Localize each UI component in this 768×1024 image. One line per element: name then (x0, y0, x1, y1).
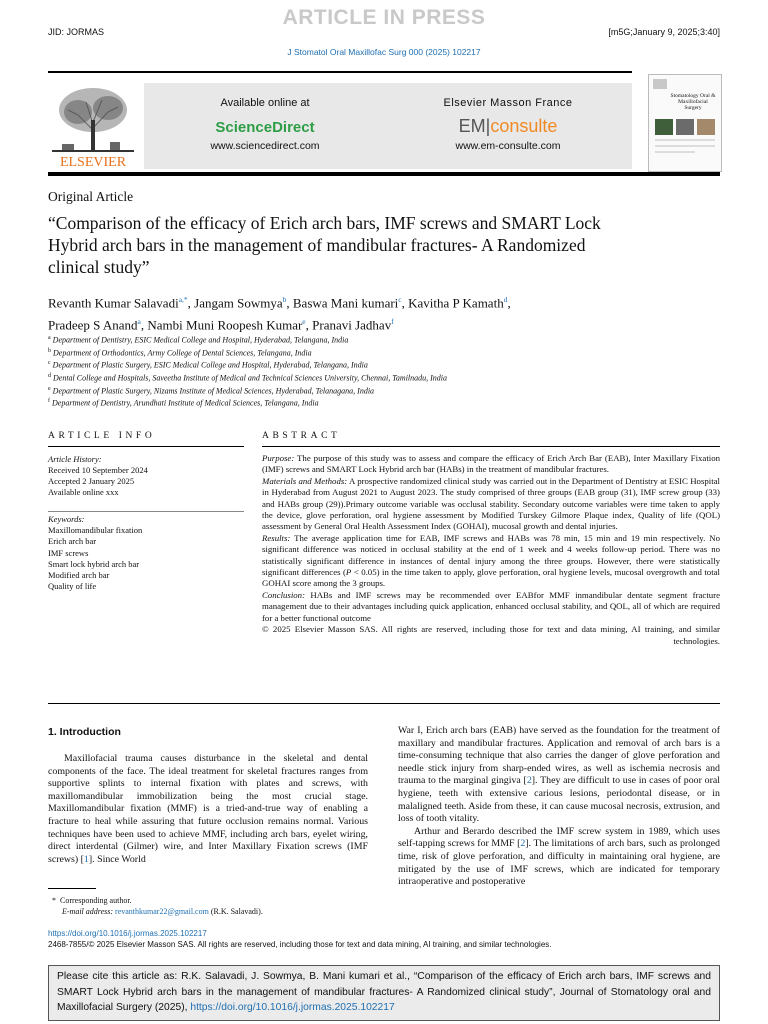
abstract-methods (262, 476, 720, 533)
paragraph (398, 725, 720, 826)
journal-id: JID: JORMAS (48, 27, 105, 37)
email-owner: (R.K. Salavadi). (208, 907, 263, 916)
results-text: < 0.05) in the time taken to apply, glove perforation, oral hygiene levels, mucosal overgrowth and total GOHAI score among the 3 groups. (262, 567, 720, 589)
author-affil-mark[interactable]: d (503, 295, 508, 304)
em-consulte-logo[interactable]: EM|consulte (458, 116, 558, 136)
history-label: Article History: (48, 454, 102, 464)
author-affil-mark[interactable]: a,* (178, 295, 188, 304)
author-name[interactable]: Pranavi Jadhav (312, 317, 392, 333)
affiliation-mark: a (48, 335, 51, 341)
conclusion-label: Conclusion: (262, 589, 306, 600)
citation-text: Please cite this article as: R.K. Salavadi, J. Sowmya, B. Mani kumari et al., “Comparison of the efficacy of Erich arch bars, IMF screws and SMART Lock Hybrid arch bars in the management of mandibular fractures- A Randomized clinical study”, Journal of Stomatology oral and Maxillofacial Surgery (2025), (57, 971, 711, 1013)
em-consulte-url[interactable]: www.em-consulte.com (455, 140, 561, 152)
affiliation-mark: c (48, 360, 51, 367)
body-column-right (398, 725, 720, 889)
author-affil-mark[interactable]: e (302, 317, 306, 327)
history-received: Received 10 September 2024 (48, 465, 148, 475)
cover-image (655, 119, 673, 135)
cover-badge (653, 79, 667, 89)
em-wordmark: EM (458, 116, 486, 136)
author-affil-mark[interactable]: a (137, 317, 141, 327)
body-column-left (48, 753, 368, 866)
history-accepted: Accepted 2 January 2025 (48, 476, 135, 486)
corresponding-label: Corresponding author. (60, 896, 132, 905)
footnote (52, 895, 372, 917)
elsevier-wordmark: ELSEVIER (59, 155, 127, 170)
affiliation-item (48, 384, 728, 397)
affiliation-mark: d (48, 372, 51, 379)
abstract-rule (262, 446, 720, 447)
author-separator: , (187, 295, 195, 311)
author-separator: , (401, 295, 409, 311)
email-label: E-mail address: (62, 907, 114, 916)
journal-cover-thumbnail[interactable] (648, 74, 722, 172)
sciencedirect-logo[interactable]: ScienceDirect (215, 119, 315, 136)
article-info-heading: ARTICLE INFO (48, 431, 156, 441)
article-info-rule (48, 446, 244, 447)
author-separator: , (286, 295, 293, 311)
methods-text: A prospective randomized clinical study was carried out in the Department of Dentistry at ESIC Hospital in Hyderabad from August 2021 to August 2023. The study comprised of three groups (EAB group (31), IMF screw group (33) and HABs group (29)).Primary outcome variable was occlusal stability. Secondary outcome variables were time taken to apply the device, glove perforation, oral hygiene assessment by Modified Turskey Gilmore Plaque index, Quality of life (QOL) assessment by General Oral Health Assessment Index (GOHAI), mucosal growth and dental injuries. (262, 475, 721, 532)
keywords (48, 514, 244, 592)
affiliation-item (48, 358, 728, 371)
author-name[interactable]: Jangam Sowmya (194, 295, 283, 311)
paragraph-text: War I, Erich arch bars (EAB) have served as the foundation for the treatment of maxillary and mandibular fractures. Application and removal of arch bars is a time-consuming technique that also carries the danger of glove perforation and needle stick injury from sharp-ended wires, as well as ischemia necrosis and trauma to the marginal gingiva [ (398, 725, 720, 787)
abstract-purpose (262, 453, 720, 476)
affiliation-text: Department of Plastic Surgery, ESIC Medical College and Hospital, Hyderabad, Telangana, India (52, 360, 368, 370)
email-link[interactable]: revanthkumar22@gmail.com (115, 907, 209, 916)
affiliation-text: Department of Dentistry, ESIC Medical College and Hospital, Hyderabad, Telangana, India (52, 335, 349, 345)
citation-link[interactable]: 2 (520, 838, 526, 850)
paragraph-text: Arthur and Berardo described the IMF screw system in 1989, which uses self-tapping screws for MMF [ (398, 825, 720, 850)
history-online: Available online xxx (48, 487, 119, 497)
cover-rule (655, 145, 715, 147)
affiliation-item (48, 333, 728, 346)
conclusion-text: HABs and IMF screws may be recommended over EABfor MMF inmandibular dentate segment fracture management due to their advantages including quick application, enhanced occlusal stability, and QOL, all of which are required for a better functional outcome (262, 589, 720, 623)
author-name[interactable]: Kavitha P Kamath (408, 295, 504, 311)
cover-rule (655, 151, 695, 153)
keyword: Modified arch bar (48, 570, 110, 581)
affiliation-mark: e (48, 385, 51, 392)
paragraph-text: ]. The limitations of arch bars, such as prolonged time, risk of glove perforation, and difficulty in maintaining oral hygiene, are mitigated by the use of IMF screws, which are indicated for temporary intraoperative and postoperative (398, 838, 720, 888)
paragraph-text: ]. Since World (88, 853, 146, 865)
author-name[interactable]: Baswa Mani kumari (292, 295, 399, 311)
cover-image (676, 119, 694, 135)
article-history (48, 454, 244, 498)
affiliation-text: Dental College and Hospitals, Saveetha Institute of Medical and Technical Sciences University, Chennai, Tamilnadu, India (53, 373, 448, 383)
methods-label: Materials and Methods: (262, 475, 348, 486)
author-separator: , (305, 317, 313, 333)
doi-link[interactable]: https://doi.org/10.1016/j.jormas.2025.102217 (48, 929, 207, 938)
header-bottom-rule (48, 172, 720, 176)
affiliation-mark: f (48, 398, 50, 405)
citation-link[interactable]: 1 (83, 853, 89, 865)
paragraph-text: ]. They are difficult to use in cases of poor oral hygiene, teeth with extensive carious lesions, periodontal disease, or in malaligned teeth. Aside from these, it can cause mucosal necrosis, extrusion, and loss of tooth vitality. (398, 775, 720, 825)
keyword: IMF screws (48, 547, 89, 558)
build-stamp: [m5G;January 9, 2025;3:40] (608, 27, 720, 37)
affiliation-item (48, 346, 728, 359)
abstract-results (262, 533, 720, 590)
abstract-body (262, 453, 720, 647)
elsevier-masson-label: Elsevier Masson France (443, 97, 573, 109)
purpose-text: The purpose of this study was to assess and compare the efficacy of Erich Arch Bar (EAB), Inter Maxillary Fixation (IMF) screws and SMART Lock Hybrid arch bar (HABs) in the treatment of mandibular fractures. (262, 453, 721, 475)
affiliation-text: Department of Plastic Surgery, Nizams Institute of Medical Sciences, Hyderabad, Telanagana, India (52, 386, 375, 396)
author-affil-mark[interactable]: f (391, 317, 394, 327)
abstract-conclusion (262, 590, 720, 624)
affiliation-text: Department of Orthodontics, Army College of Dental Sciences, Telangana, India (53, 348, 312, 358)
author-affil-mark[interactable]: b (282, 295, 287, 304)
asterisk-mark: * (52, 896, 60, 905)
article-title: “Comparison of the efficacy of Erich arch bars, IMF screws and SMART Lock Hybrid arch bars in the management of mandibular fractures- A Randomized clinical study” (48, 213, 601, 277)
abstract-heading: ABSTRACT (262, 431, 341, 441)
keyword: Smart lock hybrid arch bar (48, 558, 140, 569)
footnote-rule (48, 888, 96, 889)
cover-image (697, 119, 715, 135)
author-list (48, 290, 708, 335)
author-name[interactable]: Nambi Muni Roopesh Kumar (147, 317, 303, 333)
results-label: Results: (262, 532, 291, 543)
article-in-press-banner: ARTICLE IN PRESS (282, 6, 486, 29)
keyword: Erich arch bar (48, 536, 97, 547)
abstract-copyright: © 2025 Elsevier Masson SAS. All rights are reserved, including those for text and data mining, AI training, and similar technologies. (262, 624, 720, 646)
keywords-rule (48, 511, 244, 512)
affiliation-text: Department of Dentistry, Arundhati Institute of Medical Sciences, Telangana, India (52, 398, 319, 408)
section-heading: 1. Introduction (48, 726, 121, 738)
citation-link[interactable]: 2 (526, 775, 532, 787)
author-name[interactable]: Revanth Kumar Salavadi (48, 295, 179, 311)
purpose-label: Purpose: (262, 453, 295, 463)
affiliation-mark: b (48, 347, 51, 354)
sciencedirect-url[interactable]: www.sciencedirect.com (210, 140, 320, 152)
citation-box (48, 965, 720, 1021)
citation-doi-link[interactable]: https://doi.org/10.1016/j.jormas.2025.102217 (190, 1002, 395, 1013)
cover-title: Stomatology Oral & Maxillofacial Surgery (670, 93, 716, 111)
affiliation-item (48, 371, 728, 384)
author-separator: , (140, 317, 148, 333)
paragraph-text: Maxillofacial trauma causes disturbance in the skeletal and dental components of the face. The ideal treatment for skeletal fractures ranges from supportive splints to internal fixation with plates and screws, with maxillomandibular immobilization being the most crucial stage. Maxillomandibular fixation (MMF) is a tried-and-true way of enabling a fracture to heal while assuring that future occlusion remains normal. Various techniques have been used to achieve MMF, including arch bars, eyelet wiring, direct interdental (Gilmer) wire, and Inter Maxillary Fixation screws (IMF screws) [ (48, 753, 368, 865)
consulte-wordmark: consulte (490, 116, 558, 136)
footer-copyright: 2468-7855/© 2025 Elsevier Masson SAS. All rights are reserved, including those for text and data mining, AI training, and similar technologies. (48, 940, 552, 949)
results-text: The average application time for EAB, IMF screws and HABs was 78 min, 15 min and 19 min respectively. No significant difference was noticed in occlusal stability at the end of 1 week and 4 weeks follow-up period. There was no statistically significant difference in instances of dental injury among the three groups. However, there were statistically significant differences ( (262, 532, 721, 578)
elsevier-logo[interactable] (48, 80, 138, 170)
author-separator: , (507, 295, 511, 311)
article-type: Original Article (48, 189, 134, 204)
header-top-rule (48, 71, 632, 73)
abstract-bottom-rule (48, 703, 720, 704)
keyword: Maxillomandibular fixation (48, 525, 143, 536)
available-online-label: Available online at (220, 97, 310, 109)
results-p-symbol: P (345, 567, 352, 578)
journal-reference-link[interactable]: J Stomatol Oral Maxillofac Surg 000 (2025) 102217 (287, 47, 481, 57)
affiliation-item (48, 396, 728, 409)
affiliation-list (48, 333, 728, 409)
cover-rule (655, 139, 715, 141)
keyword: Quality of life (48, 581, 97, 592)
author-affil-mark[interactable]: c (398, 295, 402, 304)
paragraph (398, 826, 720, 889)
author-name[interactable]: Pradeep S Anand (48, 317, 138, 333)
keywords-label: Keywords: (48, 514, 85, 524)
